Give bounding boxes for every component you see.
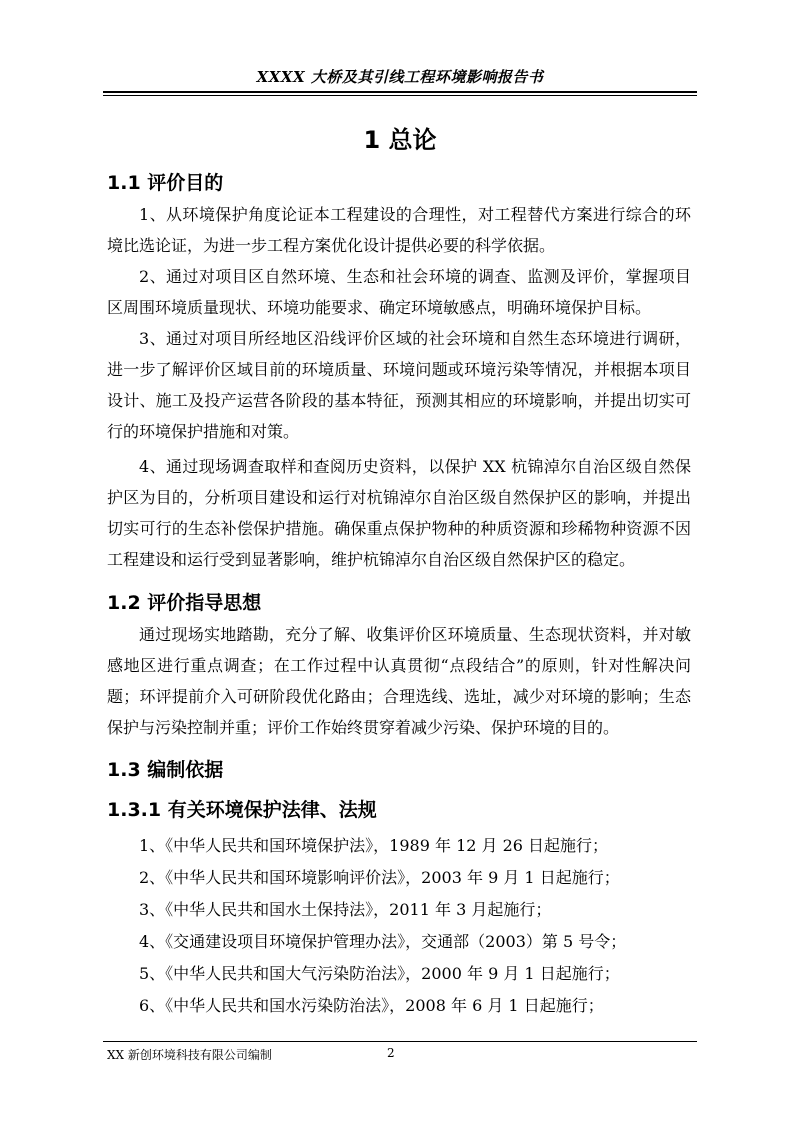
section-heading-1-3: 1.3 编制依据 — [107, 759, 224, 781]
law-list-item: 4、《交通建设项目环境保护管理办法》，交通部（2003）第 5 号令； — [139, 932, 627, 951]
header-divider-thick — [103, 91, 697, 93]
header-divider-thin — [103, 95, 697, 96]
law-list-item: 1、《中华人民共和国环境保护法》，1989 年 12 月 26 日起施行； — [139, 836, 609, 855]
chapter-title: 1 总论 — [363, 126, 437, 154]
report-title: XXXX 大桥及其引线工程环境影响报告书 — [256, 68, 544, 86]
footer-organization: XX 新创环境科技有限公司编制 — [107, 1048, 272, 1062]
law-list-item: 2、《中华人民共和国环境影响评价法》，2003 年 9 月 1 日起施行； — [139, 868, 620, 887]
paragraph-1-2: 通过现场实地踏勘，充分了解、收集评价区环境质量、生态现状资料，并对敏感地区进行重点调查；在工作过程中认真贯彻“点段结合”的原则，针对性解决问题；环评提前介入可研阶段优化路由；合理选线、选址，减少对环境的影响；生态保护与污染控制并重；评价工作始终贯穿着减少污染、保护环境的目的。 — [107, 625, 691, 737]
law-list-item: 3、《中华人民共和国水土保持法》，2011 年 3 月起施行； — [139, 900, 552, 919]
page-number: 2 — [387, 1046, 395, 1060]
section-heading-1-3-1: 1.3.1 有关环境保护法律、法规 — [107, 799, 377, 821]
paragraph-1-1-4: 4、通过现场调查取样和查阅历史资料，以保护 XX 杭锦淖尔自治区级自然保护区为目的，分析项目建设和运行对杭锦淖尔自治区级自然保护区的影响，并提出切实可行的生态补偿保护措施。确保重点保护物种的种质资源和珍稀物种资源不因工程建设和运行受到显著影响，维护杭锦淖尔自治区级自然保护区的稳定。 — [107, 457, 691, 569]
paragraph-1-1-3: 3、通过对项目所经地区沿线评价区域的社会环境和自然生态环境进行调研，进一步了解评价区域目前的环境质量、环境问题或环境污染等情况，并根据本项目设计、施工及投产运营各阶段的基本特征，预测其相应的环境影响，并提出切实可行的环境保护措施和对策。 — [107, 329, 691, 441]
law-list-item: 6、《中华人民共和国水污染防治法》，2008 年 6 月 1 日起施行； — [139, 996, 604, 1015]
footer-divider — [103, 1041, 697, 1042]
law-list-item: 5、《中华人民共和国大气污染防治法》，2000 年 9 月 1 日起施行； — [139, 964, 620, 983]
paragraph-1-1-1: 1、从环境保护角度论证本工程建设的合理性，对工程替代方案进行综合的环境比选论证，为进一步工程方案优化设计提供必要的科学依据。 — [107, 205, 691, 255]
section-heading-1-1: 1.1 评价目的 — [107, 172, 224, 194]
section-heading-1-2: 1.2 评价指导思想 — [107, 592, 262, 614]
paragraph-1-1-2: 2、通过对项目区自然环境、生态和社会环境的调查、监测及评价，掌握项目区周围环境质量现状、环境功能要求、确定环境敏感点，明确环境保护目标。 — [107, 267, 691, 317]
